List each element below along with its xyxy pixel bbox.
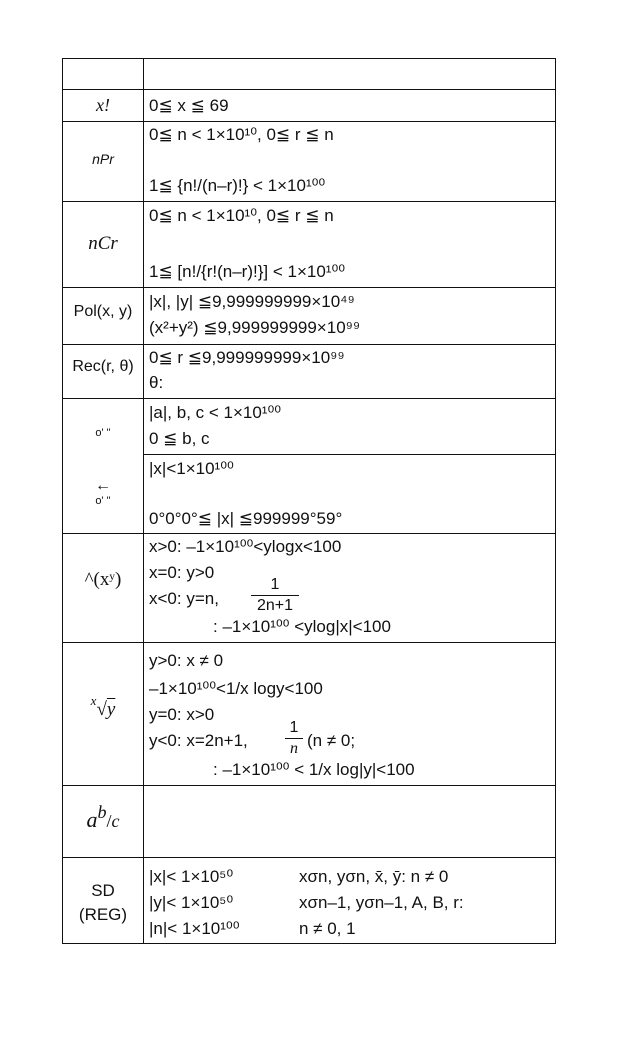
range-line: y=0: x>0	[149, 705, 215, 724]
fn-dms-reverse: o' "	[95, 495, 111, 507]
range-line: –1×10¹⁰⁰<1/x logy<100	[149, 679, 323, 698]
input-range-table	[62, 58, 556, 944]
range-line: |x|<1×10¹⁰⁰	[149, 459, 234, 478]
fraction-denominator: 2n+1	[256, 597, 294, 614]
fn-npr: nPr	[92, 151, 114, 167]
fn-sd: SD	[91, 881, 115, 900]
fraction-bar	[251, 595, 299, 596]
root-index: x	[90, 693, 97, 708]
fn-pol: Pol(x, y)	[73, 303, 133, 320]
fraction	[251, 576, 299, 615]
fn-factorial: x!	[96, 95, 110, 115]
range-line: 0°0°0°≦ |x| ≦999999°59°	[149, 509, 343, 528]
fn-dms: o' "	[95, 427, 111, 439]
row-divider	[63, 287, 555, 288]
range-line: (x²+y²) ≦9,999999999×10⁹⁹	[149, 318, 361, 337]
range-line: 0≦ x ≦ 69	[149, 96, 229, 115]
range-line: 1≦ {n!/(n–r)!} < 1×10¹⁰⁰	[149, 176, 326, 195]
row-divider	[63, 533, 555, 534]
range-line: |x|< 1×10⁵⁰	[149, 867, 234, 886]
fn-ncr: nCr	[88, 233, 118, 254]
range-line: |x|, |y| ≦9,999999999×10⁴⁹	[149, 292, 355, 311]
fn-power: ^(xʸ)	[84, 569, 122, 590]
range-line: θ:	[149, 373, 164, 392]
row-divider	[63, 89, 555, 90]
fn-root	[63, 693, 143, 721]
range-line: x<0: y=n,	[149, 589, 219, 608]
range-line: y<0: x=2n+1,	[149, 731, 248, 750]
range-line: xσn, yσn, x̄, ȳ: n ≠ 0	[299, 867, 449, 886]
range-line: |a|, b, c < 1×10¹⁰⁰	[149, 403, 282, 422]
range-line: 0≦ n < 1×10¹⁰, 0≦ r ≦ n	[149, 125, 334, 144]
radical-icon: √	[96, 699, 107, 720]
range-line: : –1×10¹⁰⁰ <ylog|x|<100	[213, 617, 391, 636]
fraction-b: b	[97, 802, 107, 822]
range-line: |y|< 1×10⁵⁰	[149, 893, 234, 912]
column-divider	[143, 59, 144, 943]
fraction-denominator: n	[290, 740, 298, 757]
range-line: (n ≠ 0;	[307, 731, 356, 750]
range-line: x>0: –1×10¹⁰⁰<ylogx<100	[149, 537, 342, 556]
row-divider	[63, 398, 555, 399]
range-line: n ≠ 0, 1	[299, 919, 356, 938]
row-divider	[63, 344, 555, 345]
row-divider	[63, 857, 555, 858]
fn-fraction: $a^b/c$	[86, 802, 120, 832]
range-line: 1≦ [n!/{r!(n–r)!}] < 1×10¹⁰⁰	[149, 262, 346, 281]
range-line: 0≦ n < 1×10¹⁰, 0≦ r ≦ n	[149, 206, 334, 225]
fraction-bar	[285, 738, 303, 739]
range-line: |n|< 1×10¹⁰⁰	[149, 919, 240, 938]
row-divider	[63, 642, 555, 643]
fraction-numerator: 1	[289, 719, 299, 736]
range-line: x=0: y>0	[149, 563, 215, 582]
row-divider	[63, 121, 555, 122]
range-line: y>0: x ≠ 0	[149, 651, 224, 670]
fraction	[285, 719, 303, 758]
fn-reg: (REG)	[78, 905, 128, 924]
fraction-a: a	[86, 807, 98, 832]
range-line: 0 ≦ b, c	[149, 429, 210, 448]
left-arrow-icon: ←	[95, 477, 111, 494]
row-divider	[63, 201, 555, 202]
range-line: : –1×10¹⁰⁰ < 1/x log|y|<100	[213, 760, 415, 779]
fraction-c: c	[111, 811, 120, 831]
root-radicand: y	[106, 699, 116, 720]
row-divider	[63, 785, 555, 786]
row-subdivider	[143, 454, 555, 455]
fraction-numerator: 1	[270, 576, 280, 593]
range-line: xσn–1, yσn–1, A, B, r:	[299, 893, 464, 912]
range-line: 0≦ r ≦9,999999999×10⁹⁹	[149, 348, 345, 367]
fn-rec: Rec(r, θ)	[72, 358, 134, 375]
